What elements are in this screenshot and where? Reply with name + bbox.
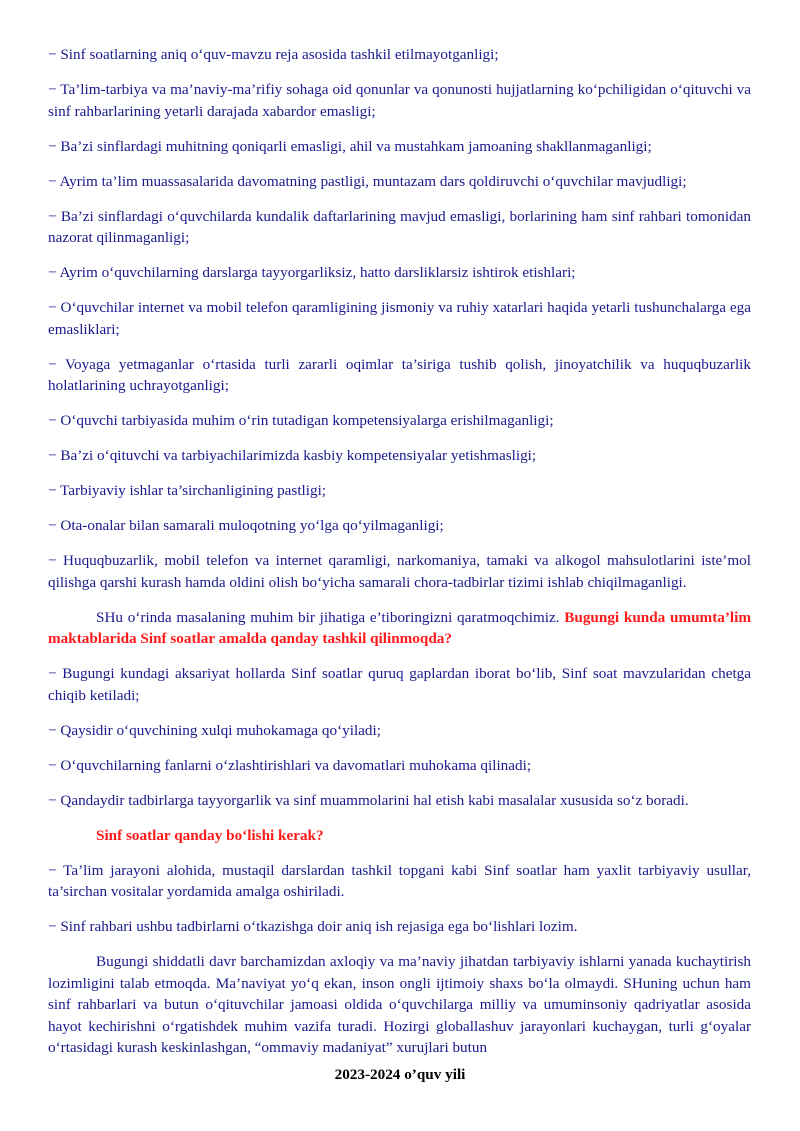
list-item: − Bugungi kundagi aksariyat hollarda Sinf soatlar quruq gaplardan iborat bo‘lib, Sinf soat mavzularidan chetga chiqib ketiladi; <box>48 665 751 704</box>
list-item: − Ota-onalar bilan samarali muloqotning yo‘lga qo‘yilmaganligi; <box>48 517 444 534</box>
list-item: − Ba’zi sinflardagi muhitning qoniqarli emasligi, ahil va mustahkam jamoaning shakllanmaganligi; <box>48 137 652 155</box>
list-item: − Huquqbuzarlik, mobil telefon va internet qaramligi, narkomaniya, tamaki va alkogol mahsulotlarini iste’mol qilishga qarshi kurash hamda oldini olish bo‘yicha samarali chora-tadbirlar tizimi ishlab chiqilmaganligi. <box>48 552 751 591</box>
focus-question: Bugungi kunda umumta’lim maktablarida Sinf soatlar amalda qanday tashkil qilinmoqda? <box>48 608 751 647</box>
list-item: − Sinf rahbari ushbu tadbirlarni o‘tkazishga doir aniq ish rejasiga ega bo‘lishlari lozim. <box>48 918 578 935</box>
list-item: − Tarbiyaviy ishlar ta’sirchanligining pastligi; <box>48 482 327 499</box>
body-paragraph: Bugungi shiddatli davr barchamizdan axloqiy va ma’naviy jihatdan tarbiyaviy ishlarni yanada kuchaytirish lozimligini talab etmoqda. Ma’naviyat yo‘q ekan, inson ongli ijtimoiy shaxs bo‘la olmaydi. SHuning uchun ham sinf rahbarlari va butun o‘qituvchilar jamoasi oldida o‘quvchilarga milliy va umuminsoniy qadriyatlar asosida hayot kechirishni o‘rgatishdek muhim vazifa turadi. Hozirgi globallashuv jarayonlari kuchaygan, turli g‘oyalar o‘rtasidagi kurash keskinlashgan, “ommaviy madaniyat” xurujlari butun <box>48 953 751 1056</box>
list-item: − Ba’zi sinflardagi o‘quvchilarda kundalik daftarlarining mavjud emasligi, borlarining ham sinf rahbari tomonidan nazorat qilinmaganligi; <box>48 207 751 246</box>
list-item: − Ba’zi o‘qituvchi va tarbiyachilarimizda kasbiy kompetensiyalar yetishmasligi; <box>48 447 537 464</box>
list-item: − O‘quvchilar internet va mobil telefon qaramligining jismoniy va ruhiy xatarlari haqida yetarli tushunchalarga ega emasliklari; <box>48 299 751 338</box>
list-item: − Ta’lim-tarbiya va ma’naviy-ma’rifiy sohaga oid qonunlar va qonunosti hujjatlarning ko‘pchiligidan o‘qituvchi va sinf rahbarlarining yetarli darajada xabardor emasligi; <box>48 81 751 120</box>
list-item: − Ta’lim jarayoni alohida, mustaqil darslardan tashkil topgani kabi Sinf soatlar ham yaxlit tarbiyaviy usullar, ta’sirchan vositalar yordamida amalga oshiriladi. <box>48 861 751 900</box>
page-footer: 2023-2024 o’quv yili <box>334 1066 466 1083</box>
focus-intro-text: SHu o‘rinda masalaning muhim bir jihatiga e’tiboringizni qaratmoqchimiz. <box>96 608 565 626</box>
list-item: − Sinf soatlarning aniq o‘quv-mavzu reja asosida tashkil etilmayotganligi; <box>48 46 499 63</box>
list-item: − Qandaydir tadbirlarga tayyorgarlik va sinf muammolarini hal etish kabi masalalar xususida so‘z boradi. <box>48 791 689 809</box>
list-item: − Ayrim o‘quvchilarning darslarga tayyorgarliksiz, hatto darsliklarsiz ishtirok etishlari; <box>48 264 576 281</box>
document-page <box>48 44 751 1072</box>
list-item: − O‘quvchilarning fanlarni o‘zlashtirishlari va davomatlari muhokama qilinadi; <box>48 756 532 774</box>
section-heading: Sinf soatlar qanday bo‘lishi kerak? <box>96 826 324 844</box>
list-item: − Ayrim ta’lim muassasalarida davomatning pastligi, muntazam dars qoldiruvchi o‘quvchilar mavjudligi; <box>48 172 687 190</box>
list-item: − Qaysidir o‘quvchining xulqi muhokamaga qo‘yiladi; <box>48 721 381 739</box>
list-item: − O‘quvchi tarbiyasida muhim o‘rin tutadigan kompetensiyalarga erishilmaganligi; <box>48 412 554 429</box>
list-item: − Voyaga yetmaganlar o‘rtasida turli zararli oqimlar ta’siriga tushib qolish, jinoyatchilik va huquqbuzarlik holatlarining uchrayotganligi; <box>48 355 751 394</box>
focus-paragraph <box>48 607 751 650</box>
